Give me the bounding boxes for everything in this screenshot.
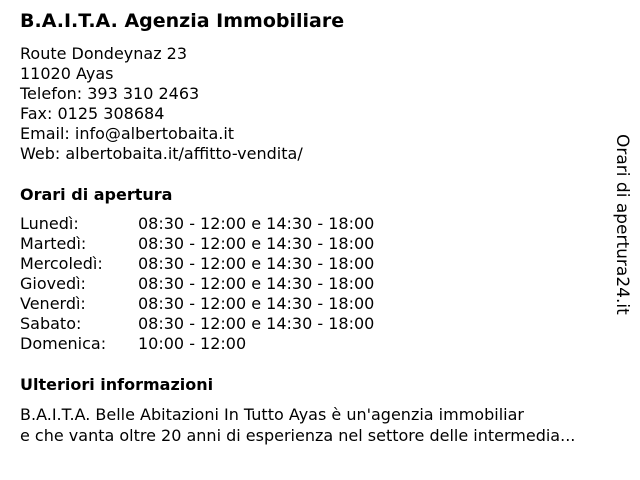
hours-day: Venerdì: [20,294,86,313]
fax-number: Fax: 0125 308684 [20,104,165,123]
more-info-heading: Ulteriori informazioni [20,375,214,394]
hours-time: 08:30 - 12:00 e 14:30 - 18:00 [138,274,375,293]
address-city: 11020 Ayas [20,64,114,83]
hours-day: Lunedì: [20,214,79,233]
hours-row [20,214,374,234]
hours-time: 08:30 - 12:00 e 14:30 - 18:00 [138,214,375,233]
hours-day: Sabato: [20,314,82,333]
opening-hours-table [20,214,374,354]
hours-day: Martedì: [20,234,87,253]
description-text [20,404,630,446]
hours-row [20,294,374,314]
contact-block [20,44,303,164]
hours-day: Domenica: [20,334,107,353]
hours-time: 08:30 - 12:00 e 14:30 - 18:00 [138,314,375,333]
phone-number[interactable]: Telefon: 393 310 2463 [20,84,200,103]
hours-row [20,274,374,294]
description-line: e che vanta oltre 20 anni di esperienza nel settore delle intermedia... [20,426,576,445]
hours-time: 10:00 - 12:00 [138,334,247,353]
site-watermark: Orari di apertura24.it [612,134,632,315]
description-line: B.A.I.T.A. Belle Abitazioni In Tutto Ayas è un'agenzia immobiliar [20,405,524,424]
email-address[interactable]: Email: info@albertobaita.it [20,124,235,143]
opening-hours-heading: Orari di apertura [20,185,173,204]
website-link[interactable]: Web: albertobaita.it/affitto-vendita/ [20,144,303,163]
hours-row [20,234,374,254]
address-street: Route Dondeynaz 23 [20,44,188,63]
hours-day: Mercoledì: [20,254,103,273]
hours-row [20,334,374,354]
hours-time: 08:30 - 12:00 e 14:30 - 18:00 [138,254,375,273]
page-title: B.A.I.T.A. Agenzia Immobiliare [20,10,345,32]
hours-time: 08:30 - 12:00 e 14:30 - 18:00 [138,294,375,313]
hours-row [20,314,374,334]
hours-row [20,254,374,274]
hours-day: Giovedì: [20,274,86,293]
hours-time: 08:30 - 12:00 e 14:30 - 18:00 [138,234,375,253]
